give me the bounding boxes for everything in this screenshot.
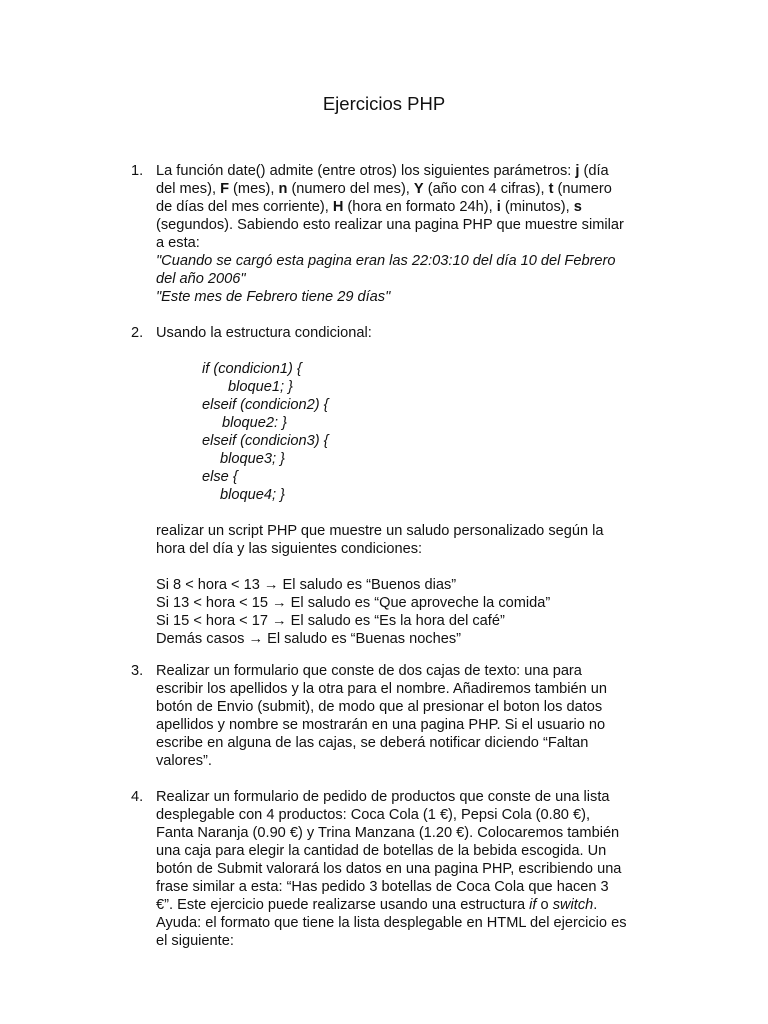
text-line: Realizar un formulario de pedido de productos que conste de una lista xyxy=(156,789,610,805)
text-line: €”. Este ejercicio puede realizarse usando una estructura if o switch. xyxy=(156,897,598,913)
quote-line: del año 2006" xyxy=(156,271,246,287)
code-line: bloque1; } xyxy=(228,379,293,395)
code-line: elseif (condicion2) { xyxy=(202,397,329,413)
text-line: botón de Submit valorará los datos en una pagina PHP, escribiendo una xyxy=(156,861,622,877)
exercise-number: 1. xyxy=(131,163,144,179)
code-line: bloque3; } xyxy=(220,451,285,467)
text-line: La función date() admite (entre otros) los siguientes parámetros: j (día xyxy=(156,163,609,179)
text-line: apellidos y nombre se mostrarán en una pagina PHP. Si el usuario no xyxy=(156,717,606,733)
exercise-number: 3. xyxy=(131,663,144,679)
text-line: (segundos). Sabiendo esto realizar una pagina PHP que muestre similar xyxy=(156,217,624,233)
text-line: una caja para elegir la cantidad de botellas de la bebida escogida. Un xyxy=(156,843,607,859)
exercise-body xyxy=(156,662,661,770)
exercise-number: 2. xyxy=(131,325,144,341)
text-line: realizar un script PHP que muestre un saludo personalizado según la xyxy=(156,523,604,539)
code-line: else { xyxy=(202,469,238,485)
text-line: botón de Envio (submit), de modo que al presionar el boton los datos xyxy=(156,699,603,715)
text-line: hora del día y las siguientes condiciones: xyxy=(156,541,423,557)
condition-line: Si 15 < hora < 17 → El saludo es “Es la hora del café” xyxy=(156,613,505,629)
text-line: escribir los apellidos y la otra para el nombre. Añadiremos también un xyxy=(156,681,608,697)
condition-line: Si 13 < hora < 15 → El saludo es “Que aproveche la comida” xyxy=(156,595,551,611)
code-line: bloque4; } xyxy=(220,487,285,503)
code-line: if (condicion1) { xyxy=(202,361,302,377)
text-line: a esta: xyxy=(156,235,200,251)
exercise-number: 4. xyxy=(131,789,144,805)
exercise-body xyxy=(156,162,661,306)
code-line: bloque2: } xyxy=(222,415,287,431)
text-line: Ayuda: el formato que tiene la lista desplegable en HTML del ejercicio es xyxy=(156,915,627,931)
quote-line: "Cuando se cargó esta pagina eran las 22:03:10 del día 10 del Febrero xyxy=(156,253,616,269)
text-line: el siguiente: xyxy=(156,933,234,949)
text-line: de días del mes corriente), H (hora en formato 24h), i (minutos), s xyxy=(156,199,582,215)
condition-line: Si 8 < hora < 13 → El saludo es “Buenos dias” xyxy=(156,577,457,593)
exercise-body xyxy=(156,788,661,950)
quote-line: "Este mes de Febrero tiene 29 días" xyxy=(156,289,391,305)
text-line: escribe en alguna de las cajas, se deberá notificar diciendo “Faltan xyxy=(156,735,589,751)
text-line: Usando la estructura condicional: xyxy=(156,325,372,341)
text-line: Fanta Naranja (0.90 €) y Trina Manzana (1.20 €). Colocaremos también xyxy=(156,825,620,841)
text-line: desplegable con 4 productos: Coca Cola (1 €), Pepsi Cola (0.80 €), xyxy=(156,807,591,823)
exercise-body xyxy=(156,324,661,648)
page-title: Ejercicios PHP xyxy=(322,93,446,114)
code-line: elseif (condicion3) { xyxy=(202,433,329,449)
text-line: del mes), F (mes), n (numero del mes), Y (año con 4 cifras), t (numero xyxy=(156,181,612,197)
text-line: valores”. xyxy=(156,753,212,769)
text-line: Realizar un formulario que conste de dos cajas de texto: una para xyxy=(156,663,582,679)
condition-line: Demás casos → El saludo es “Buenas noches” xyxy=(156,631,461,647)
text-line: frase similar a esta: “Has pedido 3 botellas de Coca Cola que hacen 3 xyxy=(156,879,609,895)
